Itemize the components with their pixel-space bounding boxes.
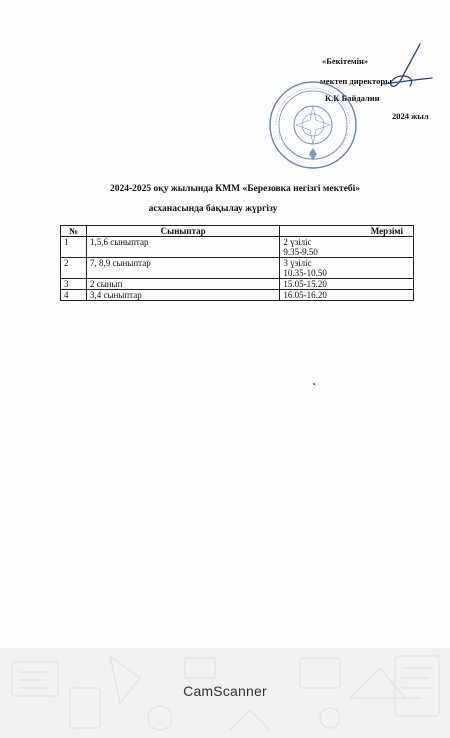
document-title-line1: 2024-2025 оқу жылында КММ «Березовка негізгі мектебі»: [109, 184, 361, 194]
row-number: 4: [61, 290, 87, 301]
table-row: [61, 237, 414, 258]
signature-icon: [380, 42, 435, 92]
row-time: [280, 290, 414, 301]
row-time-range: 15.05-15.20: [283, 279, 327, 289]
row-time-break: 2 үзіліс: [283, 237, 312, 247]
row-time-break: 3 үзіліс: [283, 258, 312, 268]
table-row: [61, 290, 414, 301]
header-time: Мерзімі: [280, 226, 414, 237]
table-row: [61, 279, 414, 290]
approval-position: мектеп директоры: [320, 76, 392, 86]
row-classes: 7, 8,9 сыныптар: [86, 258, 279, 279]
row-time: [280, 279, 414, 290]
row-number: 2: [61, 258, 87, 279]
approval-name: К.К Байдалин: [325, 93, 380, 103]
row-time: [280, 258, 414, 279]
document-title-line2: асханасында бақылау жүргізу: [148, 204, 278, 214]
row-classes: 2 сынып: [86, 279, 279, 290]
camscanner-brand: CamScanner: [183, 683, 267, 699]
scanner-footer: [0, 648, 450, 738]
row-number: 1: [61, 237, 87, 258]
table-row: [61, 258, 414, 279]
row-classes: 3,4 сыныптар: [86, 290, 279, 301]
table-header-row: [61, 226, 414, 237]
row-number: 3: [61, 279, 87, 290]
row-time-range: 16.05-16.20: [283, 290, 327, 300]
row-time: [280, 237, 414, 258]
official-stamp-icon: [268, 80, 358, 170]
approval-title: «Бекітемін»: [322, 56, 369, 66]
approval-year: 2024 жыл: [392, 111, 429, 121]
header-number: №: [61, 226, 87, 237]
row-classes: 1,5,6 сыныптар: [86, 237, 279, 258]
row-time-range: 9.35-9.50: [283, 247, 318, 257]
schedule-table: [60, 225, 414, 301]
row-time-range: 10.35-10.50: [283, 268, 327, 278]
header-classes: Сыныптар: [86, 226, 279, 237]
scan-speck: [313, 383, 315, 385]
